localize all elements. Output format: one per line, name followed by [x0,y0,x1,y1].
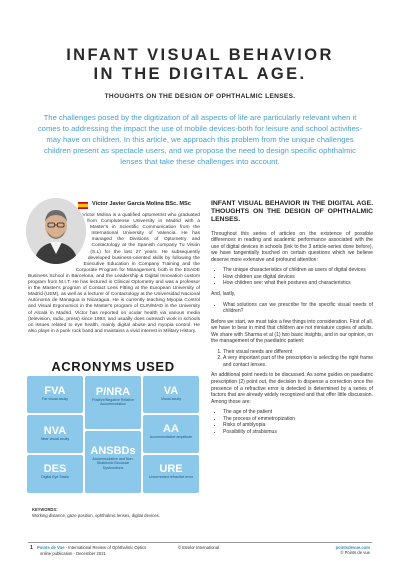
acronym-tile-nva [27,415,83,453]
title-line-2: IN THE DIGITAL AGE. [93,65,307,83]
bullet-list [211,409,373,435]
acronym-tile-des [27,455,83,493]
keywords-text: Working distance, gaze position, ophthalmic lenses, digital devices. [32,513,160,518]
journal-subtitle: - International Review of Ophthalmic Optics [64,545,147,550]
bullet-list [211,267,373,287]
acronym-tile-aa [143,415,199,453]
footer-divider [28,542,372,543]
acronym-tile-fva [27,376,83,413]
acronym-expansion: Visual acuity [160,397,182,401]
list-item: • Possibility of strabismus [223,429,373,436]
section-heading: INFANT VISUAL BEHAVIOR IN THE DIGITAL AGE. THOUGHTS ON THE DESIGN OF OPHTHALMIC LENSES. [211,200,373,224]
author-name: Víctor Javier García Molina BSc. MSc [92,201,191,207]
footer-right [336,545,370,556]
acronym-expansion: Accommodative amplitude [149,435,193,439]
acronym-tile-ansbds [85,431,141,493]
spain-flag-icon [78,202,88,209]
article-body [211,200,373,439]
journal-name: Points de Vue [37,545,65,550]
page-number: 1 [30,545,33,551]
title-line-1: INFANT VISUAL BEHAVIOR [66,46,334,64]
list-item: • What solutions can we prescribe for the specific visual needs of children? [223,302,373,315]
article-subtitle: THOUGHTS ON THE DESIGN OF OPHTHALMIC LENSES. [104,93,296,100]
footer-left [30,545,146,557]
acronym-abbr: ANSBDs [90,445,136,457]
acronym-abbr: URE [159,463,183,475]
acronym-expansion: Positive/Negative Relative Accommodation [92,398,134,407]
acronym-abbr: FVA [44,385,66,397]
acronym-expansion: Far visual acuity [42,397,68,401]
author-bio: Víctor Molina is a qualified optometrist who graduated from Complutense University in Madrid with a Master's in Scientific Communication from the International University of Valencia. He has managed the Divisions of Optometry and Contactology at the Spanish company Tu Visión (S.L) for the last 27 years. He subsequently developed business-oriented skills by following the Executive Education in Company Training and the Corporate Program for Management, both in the ESADE Business School in Barcelona, and the Leadership & Digital Innovation custom program from M.I.T. He has lectured in Clinical Optometry and was a professor in the Master's program of Contact Lens Fitting at the European University of Madrid (UEM), as well as a lecturer of Contactology at the Universidad Nacional Autónoma de Managua in Nicaragua. He is currently teaching Myopia Control and Visual Ergonomics in the Master's program of CLIN/MAD in the University of Alcalá in Madrid. Víctor has reported on ocular health via various media (television, radio, press) since 1993, and usually does outreach work in schools on issues related to eye health, mainly digital abuse and myopia control. He also plays in a punk rock band and maintains a vivid interest in Military History. [28,213,200,334]
website-link[interactable]: pointsdevue.com [335,545,370,550]
acronym-expansion: Near visual acuity [40,437,70,441]
paragraph: Before we start, we must take a few things into consideration. First of all, we have to bear in mind that children are not miniature copies of adults. We share with Sharma et al (1) two basic insights, and in our opinion, on the management of the paediatric patient: [211,318,373,345]
list-item: • The process of emmetropization [223,416,373,423]
acronym-abbr: DES [43,463,67,475]
footer-copyright-right: © Points de vue [340,550,370,556]
acronym-abbr: AA [163,423,179,435]
list-item: 2. A very important part of the prescription is selecting the right frame and contact lenses. [223,355,373,368]
acronym-expansion: Accommodative and Non-Strabismic Binocular Dysfunctions [92,457,134,470]
paragraph: And, lastly, [211,290,236,297]
numbered-list [211,349,373,369]
abstract: The challenges posed by the digitization of all aspects of life are particularly relevant when it comes to addressing the impact the use of mobile devices-both for leisure and school activities- may have on children. In this article, we approach this problem from the unique challenges children present as spectacle users, and we propose the need to design specific ophthalmic lenses that take these challenges into account. [37,113,363,167]
publication-date: online publication - December 2021 [40,551,106,557]
acronyms-title: ACRONYMS USED [51,359,175,374]
list-item: • The age of the patient [223,409,373,416]
list-item: • How children use digital devices [223,274,373,281]
paragraph: An additional point needs to be discussed. As some guides on paediatric prescription (2) point out, the decision to dispense a correction once the presence of a refractive error is detected is determined by a series of factors that are already widely recognized and that offer little discussion. Among those are: [211,372,373,405]
acronym-abbr: NVA [43,425,67,437]
acronym-expansion: Uncorrected refractive error [149,475,193,479]
keywords [32,507,202,519]
keywords-label: KEYWORDS: [32,507,58,512]
footer-copyright: © Essilor International [178,545,220,550]
bullet-list [211,302,373,315]
list-item: 1. Their visual needs are different [223,349,373,356]
acronyms-panel [27,376,199,493]
acronym-tile-pnra [85,376,141,429]
paragraph: Throughout this series of articles on the existence of possible differences in reading and academic performance associated with the use of digital devices in schools (link to the 3 article-series done before), we have tangentially touched on certain questions which we believe deserve more extensive and profound attention: [211,230,373,263]
list-item: • How children see: what their postures and characteristics [223,280,373,287]
acronym-abbr: P/NRA [95,386,131,398]
acronym-expansion: Digital Eye Strain [41,475,69,479]
acronym-tile-ure [143,455,199,493]
acronym-abbr: VA [163,385,179,397]
list-item: • Risks of amblyopia [223,422,373,429]
acronym-tile-va [143,376,199,413]
list-item: • The unique characteristics of children as users of digital devices [223,267,373,274]
